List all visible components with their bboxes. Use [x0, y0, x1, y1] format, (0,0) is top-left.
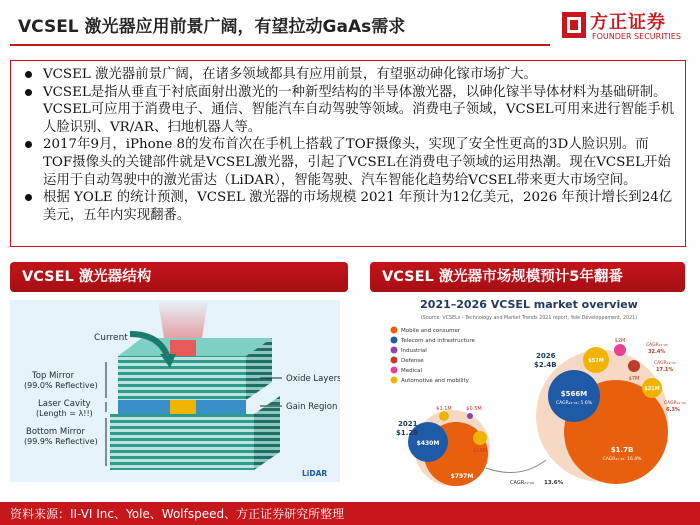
logo-name: 方正证券 — [590, 12, 666, 33]
label-current: Current — [94, 333, 128, 343]
val-2026-medical: $2M — [614, 338, 626, 344]
cagr-2026-telecom: CAGR₂₁-₂₆: 5.6% — [556, 401, 592, 406]
legend-item: Automotive and mobility — [401, 378, 469, 384]
cagr-value-a: 32.4% — [648, 349, 666, 355]
total-cagr-value: 13.6% — [544, 480, 564, 486]
val-2026-defense: $7M — [628, 376, 640, 382]
total-2026: $2.4B — [534, 361, 557, 369]
legend-item: Medical — [401, 368, 423, 374]
bottom-mirror-block — [110, 414, 254, 470]
bubble-group-2021 — [396, 406, 490, 486]
legend-swatch — [391, 367, 398, 374]
summary-box — [10, 60, 686, 247]
market-overview-chart — [370, 292, 688, 492]
cagr-label-c: CAGR₂₁-₂₆ — [664, 401, 686, 406]
val-2021-a: $1.1M — [436, 406, 452, 412]
cagr-value-b: 17.1% — [656, 367, 674, 373]
bullet-item — [21, 189, 677, 224]
label-laser-cavity-sub: (Length = λ!!) — [36, 409, 93, 418]
year-2021: 2021 — [398, 420, 418, 428]
bullet-item — [21, 84, 677, 137]
bullet-dot-icon — [25, 71, 32, 78]
cagr-label-a: CAGR₂₁-₂₆ — [646, 343, 668, 348]
val-2026-auto: $57M — [588, 358, 604, 364]
legend-swatch — [391, 347, 398, 354]
legend-swatch — [391, 377, 398, 384]
label-laser-cavity: Laser Cavity — [38, 399, 91, 409]
legend — [391, 327, 476, 385]
bubble-2026-medical — [614, 344, 626, 356]
bullet-dot-icon — [25, 141, 32, 148]
bubble-group-2026 — [534, 338, 686, 484]
bullet-dot-icon — [25, 89, 32, 96]
label-oxide-layers: Oxide Layers — [286, 374, 340, 384]
legend-item: Telecom and infrastructure — [401, 338, 475, 344]
page-title: VCSEL 激光器应用前景广阔，有望拉动GaAs需求 — [18, 17, 406, 37]
section-header-structure: VCSEL 激光器结构 — [10, 262, 348, 292]
label-bottom-mirror: Bottom Mirror — [26, 427, 85, 437]
diagram-watermark: LiDAR — [302, 469, 328, 478]
legend-item: Mobile and consumer — [401, 328, 461, 334]
val-2021-telecom: $430M — [416, 440, 440, 447]
label-top-mirror: Top Mirror — [32, 371, 75, 381]
gain-band — [170, 400, 196, 414]
bullet-item — [21, 66, 677, 84]
page-footer — [0, 502, 700, 525]
val-2026-consumer: $1.7B — [610, 446, 634, 454]
cagr-2026-consumer: CAGR₂₁-₂₆: 16.4% — [602, 457, 642, 462]
val-2026-industrial: $21M — [644, 386, 660, 392]
bullet-text: VCSEL 激光器前景广阔，在诸多领域都具有应用前景，有望驱动砷化镓市场扩大。 — [43, 67, 537, 82]
total-cagr-label: CAGR₂₁-₂₆ — [510, 480, 534, 486]
val-2021-c: $16M — [473, 448, 487, 454]
legend-swatch — [391, 337, 398, 344]
legend-item: Industrial — [401, 348, 427, 354]
bullet-text: 根据 YOLE 的统计预测，VCSEL 激光器的市场规模 2021 年预计为12亿美元，2026 年预计增长到24亿美元，五年内实现翻番。 — [43, 190, 673, 223]
bullet-text: VCSEL是指从垂直于衬底面射出激光的一种新型结构的半导体激光器，以砷化镓半导体材料为基础研制。VCSEL可应用于消费电子、通信、智能汽车自动驾驶等领域。消费电子领域，VCSEL可用来进行智能手机人脸识别、VR/AR、扫地机器人等。 — [43, 84, 675, 135]
label-gain-region: Gain Region — [286, 402, 338, 412]
legend-item: Defense — [401, 358, 424, 364]
page-header — [0, 0, 700, 52]
bubble-2026-defense — [628, 360, 640, 372]
bubble-2021-b — [467, 413, 473, 419]
year-2026: 2026 — [536, 352, 556, 360]
footer-source: 资料来源：II-VI Inc、Yole、Wolfspeed、方正证券研究所整理 — [10, 507, 345, 521]
label-top-mirror-sub: (99.0% Reflective) — [24, 381, 98, 390]
val-2021-b: $0.5M — [466, 406, 482, 412]
legend-swatch — [391, 357, 398, 364]
bottom-block-side — [254, 396, 280, 470]
legend-swatch — [391, 327, 398, 334]
val-2021-consumer: $797M — [450, 473, 474, 480]
market-source: (Source: VCSELs - Technology and Market Trends 2021 report, Yole Développement, 2021) — [420, 316, 638, 321]
market-bubbles — [370, 292, 688, 492]
company-logo — [562, 8, 692, 48]
bubble-2021-c — [473, 431, 487, 445]
cagr-value-c: 6.3% — [666, 407, 680, 413]
val-2026-telecom: $566M — [560, 390, 588, 398]
bubble-2021-a — [439, 411, 449, 421]
title-underline — [10, 44, 550, 46]
growth-arrow-icon — [486, 460, 546, 473]
cagr-label-b: CAGR₂₁-₂₆ — [654, 361, 676, 366]
bullet-dot-icon — [25, 194, 32, 201]
structure-illustration — [10, 300, 340, 482]
bullet-list — [11, 61, 685, 224]
top-mirror-block — [118, 356, 246, 400]
emission-aperture — [170, 340, 196, 356]
bullet-item — [21, 136, 677, 189]
bullet-text: 2017年9月，iPhone 8的发布首次在手机上搭载了TOF摄像头，实现了安全性更高的3D人脸识别。而TOF摄像头的关键部件就是VCSEL激光器，引起了VCSEL在消费电子领域的运用热潮。现在VCSEL开始运用于自动驾驶中的激光雷达（LiDAR），智能驾驶、汽车智能化趋势给VCSEL带来更大市场空间。 — [43, 137, 671, 188]
logo-subtitle: FOUNDER SECURITIES — [592, 32, 681, 41]
logo-mark-icon — [562, 12, 586, 38]
label-bottom-mirror-sub: (99.9% Reflective) — [24, 437, 98, 446]
vcsel-structure-diagram — [10, 300, 340, 482]
section-header-market: VCSEL 激光器市场规模预计5年翻番 — [370, 262, 685, 292]
market-title: 2021–2026 VCSEL market overview — [420, 298, 638, 311]
total-2021: $1.2B — [396, 429, 419, 437]
